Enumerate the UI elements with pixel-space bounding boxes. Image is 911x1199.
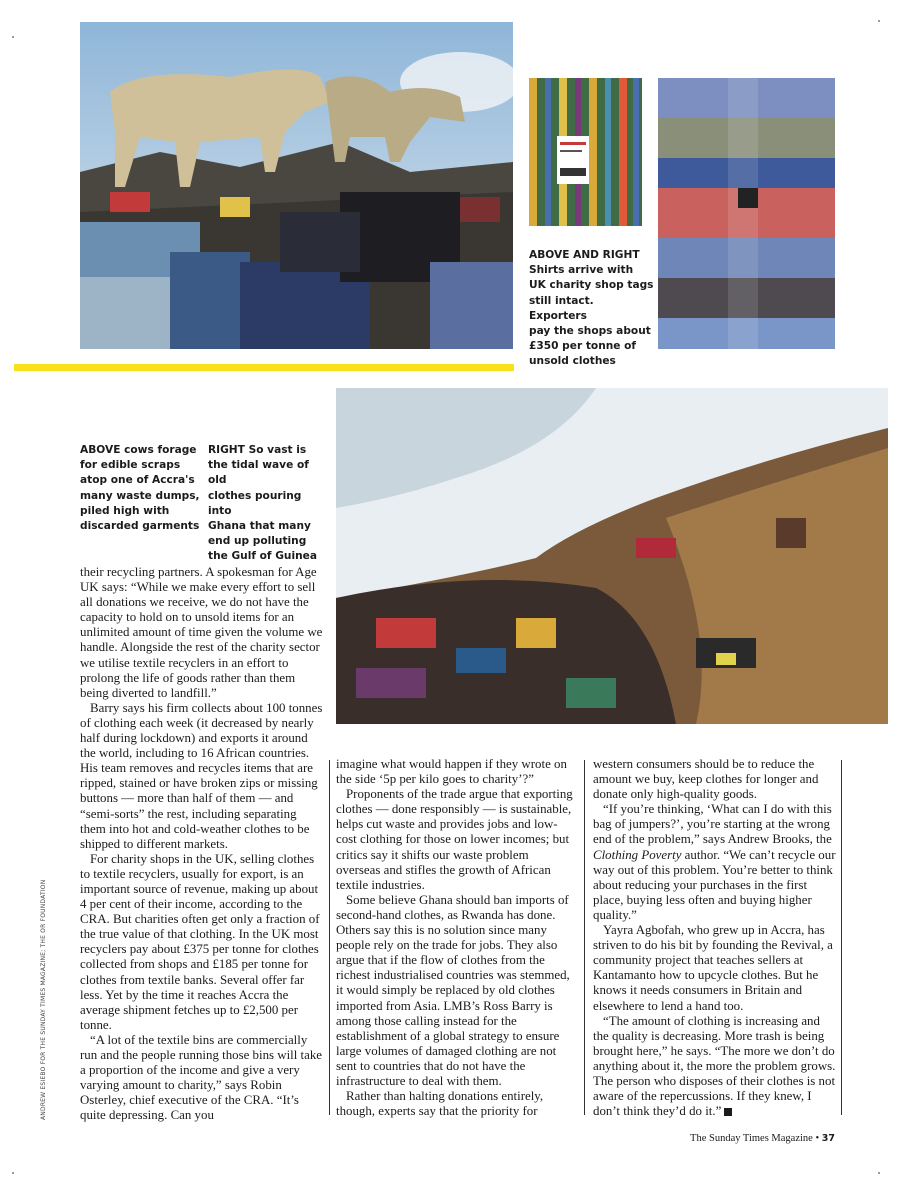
paragraph — [593, 802, 836, 923]
paragraph: Proponents of the trade argue that exporting clothes — done responsibly — is sustainable, helps cut waste and provides jobs and low-cost clothing for those on lower incomes; but critics say it shifts our waste problem overseas and stifles the growth of African textile industries. — [336, 787, 573, 892]
paragraph: Some believe Ghana should ban imports of second-hand clothes, as Rwanda has done. Others say this is no solution since many people rely on the trade for jobs. They also argue that if the flow of clothes from the richest industrialised countries was stemmed, it would simply be replaced by old clothes imported from Asia. LMB’s Ross Barry is among those calling instead for the establishment of a global strategy to ensure large volumes of damaged clothing are not sent to countries that do not have the infrastructure to deal with them. — [336, 892, 570, 1088]
page-footer — [690, 1133, 835, 1144]
paragraph: “A lot of the textile bins are commercially run and the people running those bins will take a proportion of the income and give a very varying amount to charity,” says Robin Osterley, chief executive of the CRA. “It’s quite depressing. Can you — [80, 1032, 323, 1123]
caption-cows: ABOVE cows forage for edible scraps atop one of Accra's many waste dumps, piled high with discarded garments — [80, 444, 200, 533]
crop-mark — [12, 1172, 14, 1174]
photo-shirt-tag — [529, 78, 642, 226]
paragraph: Yayra Agbofah, who grew up in Accra, has striven to do his bit by founding the Revival, a community project that teaches sellers at Kantamanto how to upcycle clothes. But he knows it needs consumers in Britain and elsewhere to lend a hand too. — [593, 923, 833, 1013]
text-run: “The amount of clothing is increasing and the quality is decreasing. More trash is being brought here,” he says. “The more we don’t do anything about it, the more the problem grows. The person who disposes of their clothes is not aware of the repercussions. If they knew, I don’t think they’d do it.” — [593, 1013, 836, 1119]
crop-mark — [878, 1172, 880, 1174]
text-run: “If you’re thinking, ‘What can I do with this bag of jumpers?’, you’re starting at the wrong end of the problem,” says Andrew Brooks, the — [593, 802, 832, 847]
article-column-1 — [80, 565, 324, 1123]
photo-shirts-stack — [658, 78, 835, 349]
page-number: 37 — [821, 1133, 835, 1144]
crop-mark — [12, 36, 14, 38]
column-rule — [584, 760, 585, 1115]
paragraph: For charity shops in the UK, selling clothes to textile recyclers, usually for export, is an important source of revenue, making up about 4 per cent of their income, according to the CRA. But charities often get only a fraction of the true value of that clothing. In the UK most recyclers pay about £375 per tonne for clothes collected from shops and £185 per tonne for clothes from textile banks. Several offer far less. Yet by the time it reaches Accra the average shipment fetches up to £2,500 per tonne. — [80, 851, 320, 1032]
paragraph: their recycling partners. A spokesman for Age UK says: “While we make every effort to sell all donations we receive, we do not have the capacity to hold on to unsold items for an unlimited amount of time given the volume we handle. Alongside the rest of the charity sector we utilise textile recyclers in an effort to prolong the life of goods rather than them being diverted to landfill.” — [80, 565, 323, 700]
end-mark-icon — [724, 1108, 732, 1116]
paragraph — [593, 1014, 836, 1120]
caption-tide: RIGHT So vast is the tidal wave of old clothes pouring into Ghana that many end up polluting the Gulf of Guinea — [208, 444, 317, 563]
footer-separator: • — [815, 1133, 820, 1144]
accent-rule — [14, 364, 514, 371]
crop-mark — [878, 20, 880, 22]
caption-shirts: ABOVE AND RIGHT Shirts arrive with UK charity shop tags still intact. Exporters pay the shops about £350 per tonne of unsold clothes — [529, 249, 654, 368]
photo-sea-clothes — [336, 388, 888, 724]
article-column-2 — [336, 757, 576, 1119]
paragraph: Rather than halting donations entirely, though, experts say that the priority for — [336, 1089, 544, 1119]
photo-credit: ANDREW ESIEBO FOR THE SUNDAY TIMES MAGAZINE; THE OR FOUNDATION — [40, 879, 47, 1120]
text-run: author. “We can’t recycle our way out of this problem. You’re better to think about reducing your purchases in the first place, buying less often and buying higher quality.” — [593, 847, 836, 922]
article-column-3 — [593, 757, 836, 1119]
column-rule — [841, 760, 842, 1115]
paragraph: Barry says his firm collects about 100 tonnes of clothing each week (it decreased by nearly half during lockdown) and exports it around the world, including to 16 African countries. His team removes and recycles items that are ripped, stained or have broken zips or missing buttons — more than half of them — and “semi-sorts” the rest, including separating them into hot and cold-weather clothes to be shipped to different markets. — [80, 700, 323, 851]
column-rule — [329, 760, 330, 1115]
paragraph: western consumers should be to reduce the amount we buy, keep clothes for longer and donate only high-quality goods. — [593, 757, 819, 802]
book-title: Clothing Poverty — [593, 847, 682, 862]
publication-name: The Sunday Times Magazine — [690, 1133, 813, 1144]
photo-cows-dump — [80, 22, 513, 349]
paragraph: imagine what would happen if they wrote on the side ‘5p per kilo goes to charity’?” — [336, 757, 567, 787]
